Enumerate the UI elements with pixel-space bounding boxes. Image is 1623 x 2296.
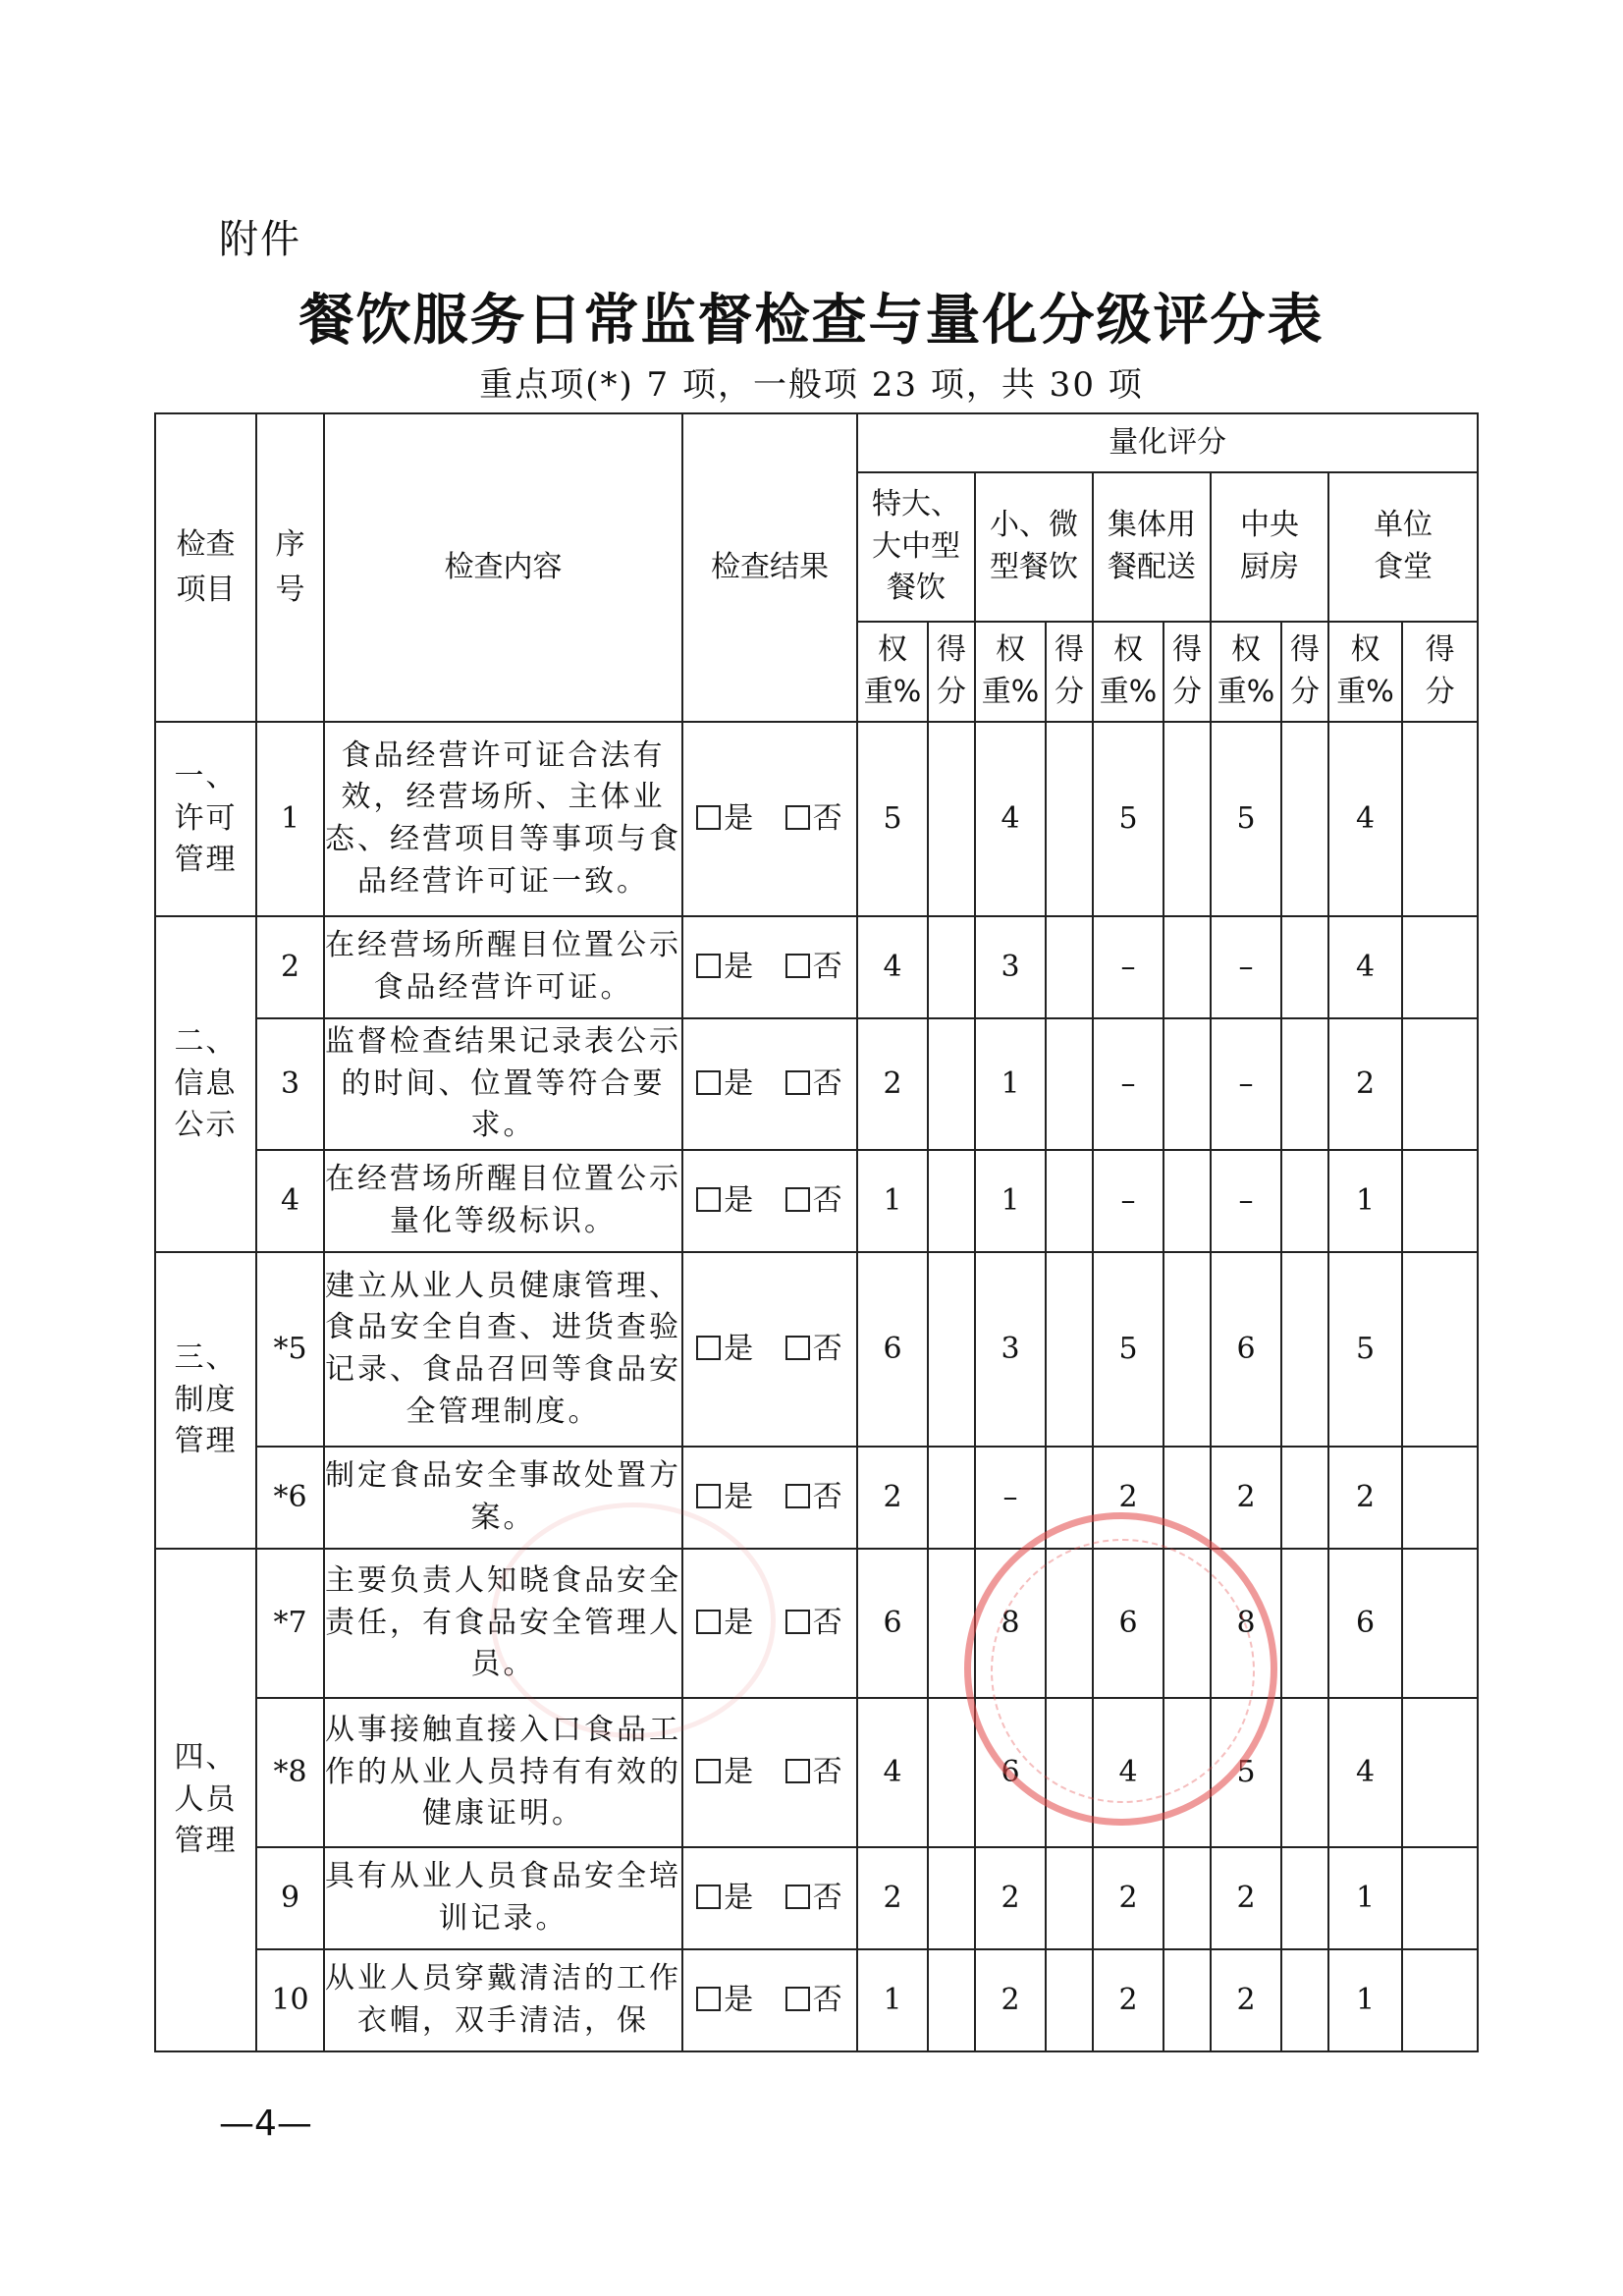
no-label: 否: [812, 1331, 843, 1366]
yes-checkbox[interactable]: [696, 1187, 721, 1212]
yes-label: 是: [724, 1880, 755, 1915]
weight-cell: 2: [1211, 1949, 1281, 2051]
weight-cell: –: [1093, 1150, 1163, 1252]
yes-label: 是: [724, 949, 755, 984]
serial-cell: 4: [256, 1150, 324, 1252]
weight-cell: 2: [975, 1847, 1046, 1949]
yes-checkbox[interactable]: [696, 1987, 721, 2011]
weight-cell: 2: [1093, 1847, 1163, 1949]
serial-cell: 3: [256, 1018, 324, 1150]
header-weight: 权 重%: [1211, 622, 1281, 722]
weight-cell: 4: [857, 916, 928, 1018]
score-cell[interactable]: [1163, 1150, 1211, 1252]
header-serial: 序 号: [256, 413, 324, 722]
score-cell[interactable]: [928, 1949, 975, 2051]
serial-cell: 1: [256, 722, 324, 916]
table-row: [155, 1150, 1478, 1252]
score-cell[interactable]: [1163, 722, 1211, 916]
serial-cell: 9: [256, 1847, 324, 1949]
result-cell: [682, 1949, 857, 2051]
score-cell[interactable]: [928, 1847, 975, 1949]
weight-cell: 2: [1211, 1447, 1281, 1549]
header-score: 得 分: [1046, 622, 1093, 722]
no-label: 否: [812, 1182, 843, 1218]
weight-cell: 6: [1328, 1549, 1402, 1698]
weight-cell: 5: [1093, 722, 1163, 916]
serial-cell: *6: [256, 1447, 324, 1549]
no-checkbox[interactable]: [785, 1885, 810, 1909]
score-cell[interactable]: [1402, 1949, 1478, 2051]
score-cell[interactable]: [1402, 1252, 1478, 1447]
content-cell: 从事接触直接入口食品工作的从业人员持有有效的健康证明。: [324, 1698, 682, 1847]
weight-cell: 5: [857, 722, 928, 916]
score-cell[interactable]: [1046, 1847, 1093, 1949]
table-row: [155, 916, 1478, 1018]
weight-cell: 6: [857, 1549, 928, 1698]
weight-cell: 2: [1093, 1447, 1163, 1549]
result-cell: [682, 1252, 857, 1447]
score-cell[interactable]: [1281, 1018, 1328, 1150]
weight-cell: 1: [975, 1018, 1046, 1150]
score-cell[interactable]: [1281, 1847, 1328, 1949]
result-cell: [682, 916, 857, 1018]
page-title: 餐饮服务日常监督检查与量化分级评分表: [298, 289, 1325, 353]
no-checkbox[interactable]: [785, 1610, 810, 1634]
score-cell[interactable]: [1402, 916, 1478, 1018]
category-cell: 一、 许可 管理: [155, 722, 256, 916]
result-cell: [682, 1847, 857, 1949]
weight-cell: 6: [1093, 1549, 1163, 1698]
no-label: 否: [812, 1880, 843, 1915]
score-cell[interactable]: [928, 1252, 975, 1447]
weight-cell: 2: [1211, 1847, 1281, 1949]
weight-cell: 6: [975, 1698, 1046, 1847]
score-cell[interactable]: [1163, 1847, 1211, 1949]
result-cell: [682, 1018, 857, 1150]
score-cell[interactable]: [1046, 916, 1093, 1018]
table-row: [155, 1252, 1478, 1447]
score-cell[interactable]: [928, 722, 975, 916]
weight-cell: 4: [975, 722, 1046, 916]
header-weight: 权 重%: [1093, 622, 1163, 722]
weight-cell: 4: [857, 1698, 928, 1847]
yes-checkbox[interactable]: [696, 1336, 721, 1360]
header-type-central: 中央 厨房: [1211, 472, 1328, 622]
header-weight: 权 重%: [975, 622, 1046, 722]
score-cell[interactable]: [928, 1698, 975, 1847]
weight-cell: 4: [1328, 916, 1402, 1018]
attachment-label: 附件: [219, 217, 301, 262]
score-cell[interactable]: [1046, 722, 1093, 916]
weight-cell: –: [1211, 1150, 1281, 1252]
weight-cell: –: [1211, 1018, 1281, 1150]
content-cell: 主要负责人知晓食品安全责任，有食品安全管理人员。: [324, 1549, 682, 1698]
page-subtitle: 重点项(*) 7 项，一般项 23 项，共 30 项: [479, 365, 1144, 405]
no-label: 否: [812, 1754, 843, 1789]
category-cell: 二、 信息 公示: [155, 916, 256, 1252]
score-cell[interactable]: [1163, 1018, 1211, 1150]
no-checkbox[interactable]: [785, 954, 810, 978]
weight-cell: 1: [1328, 1847, 1402, 1949]
weight-cell: 3: [975, 1252, 1046, 1447]
content-cell: 从业人员穿戴清洁的工作衣帽，双手清洁，保: [324, 1949, 682, 2051]
yes-checkbox[interactable]: [696, 954, 721, 978]
score-cell[interactable]: [1281, 1150, 1328, 1252]
yes-checkbox[interactable]: [696, 1484, 721, 1508]
table-row: [155, 1847, 1478, 1949]
no-checkbox[interactable]: [785, 1987, 810, 2011]
yes-checkbox[interactable]: [696, 1070, 721, 1095]
yes-label: 是: [724, 1331, 755, 1366]
no-checkbox[interactable]: [785, 1484, 810, 1508]
table-row: [155, 1698, 1478, 1847]
serial-cell: *8: [256, 1698, 324, 1847]
no-label: 否: [812, 1066, 843, 1101]
content-cell: 在经营场所醒目位置公示量化等级标识。: [324, 1150, 682, 1252]
content-cell: 食品经营许可证合法有效，经营场所、主体业态、经营项目等事项与食品经营许可证一致。: [324, 722, 682, 916]
score-cell[interactable]: [1281, 1949, 1328, 2051]
weight-cell: 2: [1093, 1949, 1163, 2051]
no-label: 否: [812, 1479, 843, 1514]
score-cell[interactable]: [1163, 916, 1211, 1018]
yes-label: 是: [724, 1182, 755, 1218]
weight-cell: 6: [1211, 1252, 1281, 1447]
score-cell[interactable]: [1281, 1549, 1328, 1698]
yes-checkbox[interactable]: [696, 1885, 721, 1909]
header-content: 检查内容: [324, 413, 682, 722]
no-checkbox[interactable]: [785, 1187, 810, 1212]
category-cell: 四、 人员 管理: [155, 1549, 256, 2051]
no-label: 否: [812, 1605, 843, 1640]
score-cell[interactable]: [1402, 1447, 1478, 1549]
result-cell: [682, 1150, 857, 1252]
serial-cell: *5: [256, 1252, 324, 1447]
yes-label: 是: [724, 800, 755, 836]
score-cell[interactable]: [1163, 1949, 1211, 2051]
page-number: —4—: [219, 2104, 312, 2144]
table-row: [155, 1549, 1478, 1698]
yes-checkbox[interactable]: [696, 1759, 721, 1783]
content-cell: 在经营场所醒目位置公示食品经营许可证。: [324, 916, 682, 1018]
score-cell[interactable]: [1046, 1949, 1093, 2051]
header-weight: 权 重%: [1328, 622, 1402, 722]
official-seal-stamp: [964, 1512, 1277, 1826]
score-cell[interactable]: [1402, 1698, 1478, 1847]
header-type-collective: 集体用 餐配送: [1093, 472, 1211, 622]
score-cell[interactable]: [1281, 1698, 1328, 1847]
weight-cell: 1: [1328, 1949, 1402, 2051]
yes-checkbox[interactable]: [696, 805, 721, 830]
score-cell[interactable]: [1402, 1018, 1478, 1150]
weight-cell: 2: [857, 1447, 928, 1549]
no-checkbox[interactable]: [785, 1070, 810, 1095]
no-label: 否: [812, 1982, 843, 2017]
result-cell: [682, 722, 857, 916]
header-type-large: 特大、 大中型 餐饮: [857, 472, 975, 622]
weight-cell: 5: [1211, 1698, 1281, 1847]
yes-label: 是: [724, 1479, 755, 1514]
weight-cell: 5: [1328, 1252, 1402, 1447]
score-cell[interactable]: [1281, 1447, 1328, 1549]
weight-cell: 8: [975, 1549, 1046, 1698]
header-score: 得 分: [1402, 622, 1478, 722]
header-type-canteen: 单位 食堂: [1328, 472, 1478, 622]
header-weight: 权 重%: [857, 622, 928, 722]
content-cell: 建立从业人员健康管理、食品安全自查、进货查验记录、食品召回等食品安全管理制度。: [324, 1252, 682, 1447]
weight-cell: 1: [857, 1949, 928, 2051]
score-cell[interactable]: [1281, 1252, 1328, 1447]
weight-cell: 1: [857, 1150, 928, 1252]
weight-cell: 3: [975, 916, 1046, 1018]
weight-cell: –: [1211, 916, 1281, 1018]
score-cell[interactable]: [1046, 1150, 1093, 1252]
score-cell[interactable]: [1402, 1150, 1478, 1252]
faint-stamp-impression: [491, 1503, 776, 1738]
no-checkbox[interactable]: [785, 1336, 810, 1360]
score-cell[interactable]: [1163, 1252, 1211, 1447]
table-row: [155, 1018, 1478, 1150]
score-cell[interactable]: [1281, 722, 1328, 916]
score-cell[interactable]: [1046, 1018, 1093, 1150]
weight-cell: 4: [1328, 1698, 1402, 1847]
weight-cell: 8: [1211, 1549, 1281, 1698]
content-cell: 监督检查结果记录表公示的时间、位置等符合要求。: [324, 1018, 682, 1150]
scoring-table: [154, 412, 1479, 2052]
weight-cell: 4: [1093, 1698, 1163, 1847]
weight-cell: –: [1093, 916, 1163, 1018]
score-cell[interactable]: [1402, 1549, 1478, 1698]
content-cell: 具有从业人员食品安全培训记录。: [324, 1847, 682, 1949]
score-cell[interactable]: [928, 1018, 975, 1150]
no-checkbox[interactable]: [785, 805, 810, 830]
table-row: [155, 1447, 1478, 1549]
yes-label: 是: [724, 1066, 755, 1101]
serial-cell: *7: [256, 1549, 324, 1698]
serial-cell: 10: [256, 1949, 324, 2051]
weight-cell: 2: [975, 1949, 1046, 2051]
weight-cell: 2: [1328, 1447, 1402, 1549]
score-cell[interactable]: [928, 916, 975, 1018]
header-type-small: 小、微 型餐饮: [975, 472, 1093, 622]
weight-cell: 2: [857, 1018, 928, 1150]
header-score: 得 分: [928, 622, 975, 722]
no-label: 否: [812, 800, 843, 836]
weight-cell: 1: [1328, 1150, 1402, 1252]
score-cell[interactable]: [1281, 916, 1328, 1018]
weight-cell: 5: [1093, 1252, 1163, 1447]
yes-label: 是: [724, 1605, 755, 1640]
score-cell[interactable]: [1046, 1252, 1093, 1447]
weight-cell: 1: [975, 1150, 1046, 1252]
score-cell[interactable]: [928, 1447, 975, 1549]
content-cell: 制定食品安全事故处置方案。: [324, 1447, 682, 1549]
weight-cell: 2: [1328, 1018, 1402, 1150]
weight-cell: –: [975, 1447, 1046, 1549]
weight-cell: –: [1093, 1018, 1163, 1150]
score-cell[interactable]: [1402, 722, 1478, 916]
weight-cell: 5: [1211, 722, 1281, 916]
yes-label: 是: [724, 1982, 755, 2017]
table-row: [155, 722, 1478, 916]
header-score: 得 分: [1163, 622, 1211, 722]
serial-cell: 2: [256, 916, 324, 1018]
header-score: 得 分: [1281, 622, 1328, 722]
header-quant: 量化评分: [857, 413, 1478, 472]
header-result: 检查结果: [682, 413, 857, 722]
category-cell: 三、 制度 管理: [155, 1252, 256, 1549]
no-label: 否: [812, 949, 843, 984]
table-row: [155, 1949, 1478, 2051]
weight-cell: 2: [857, 1847, 928, 1949]
weight-cell: 4: [1328, 722, 1402, 916]
yes-label: 是: [724, 1754, 755, 1789]
header-category: 检查 项目: [155, 413, 256, 722]
score-cell[interactable]: [1402, 1847, 1478, 1949]
no-checkbox[interactable]: [785, 1759, 810, 1783]
score-cell[interactable]: [928, 1150, 975, 1252]
weight-cell: 6: [857, 1252, 928, 1447]
